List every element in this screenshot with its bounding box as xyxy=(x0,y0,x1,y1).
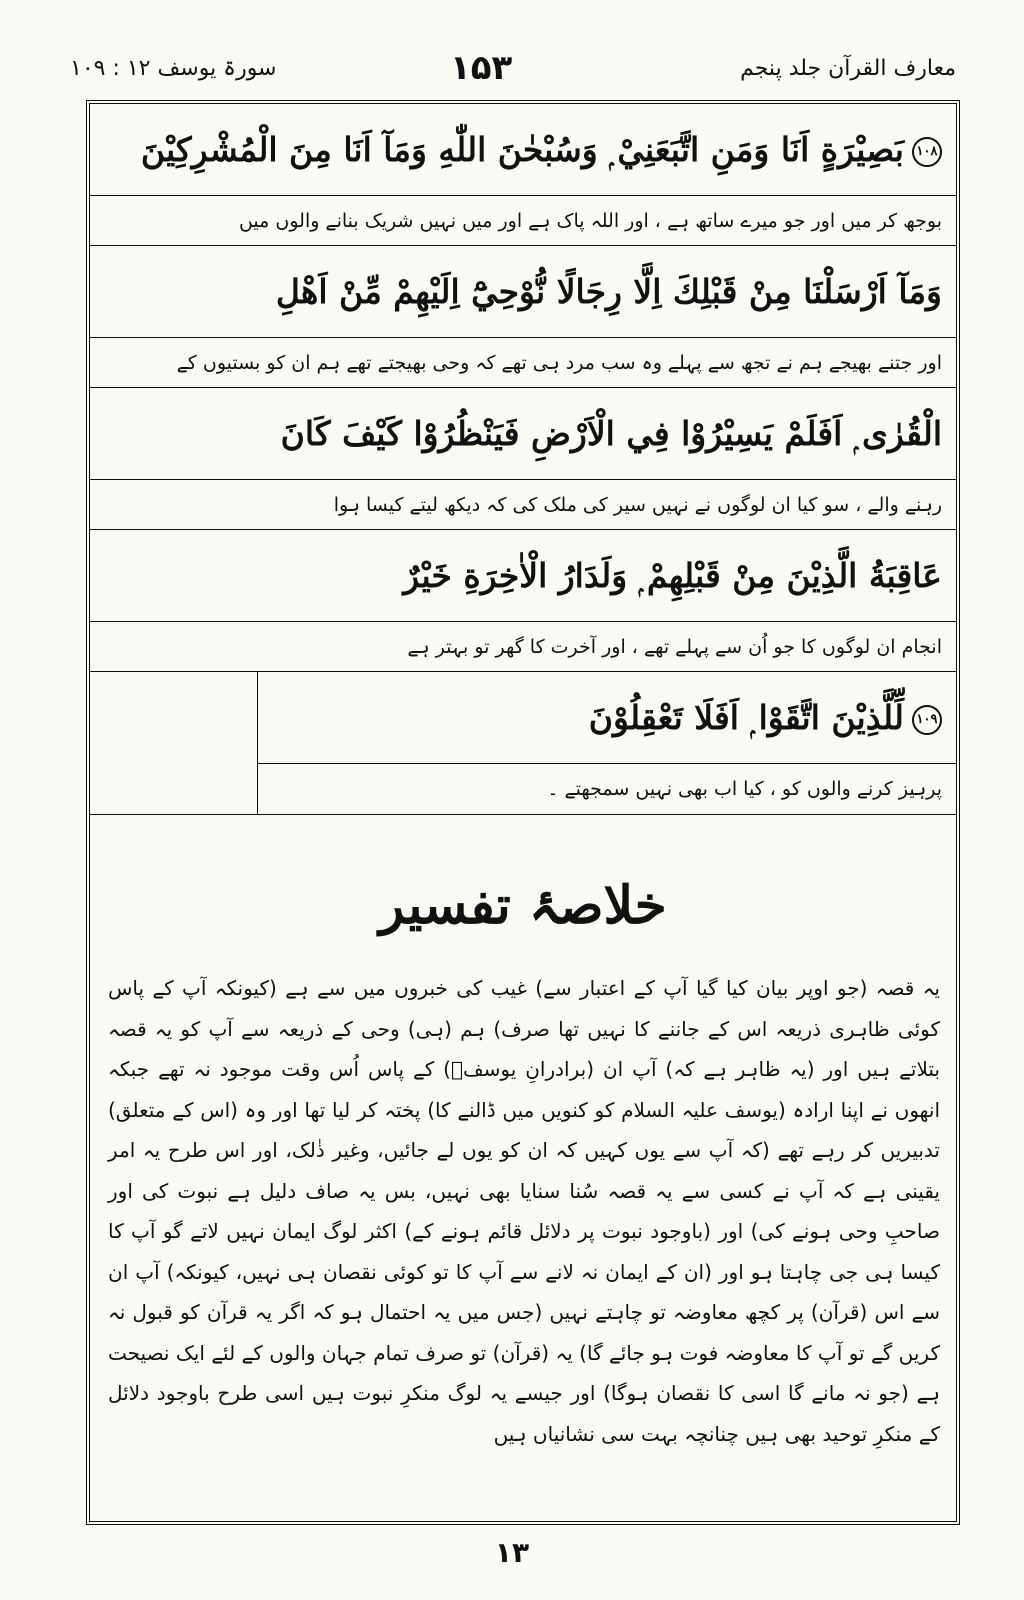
page-frame xyxy=(86,100,960,1525)
verse-translation-3: رہنے والے ، سو کیا ان لوگوں نے نہیں سیر کی ملک کی کہ دیکھ لیتے کیسا ہوا xyxy=(90,480,956,530)
section-title: خلاصۂ تفسیر xyxy=(379,875,667,936)
ayah-number-marker: ۱۰۸ xyxy=(912,137,942,167)
book-title: معارف القرآن جلد پنجم xyxy=(740,56,956,81)
verse-arabic-text: بَصِيْرَةٍ اَنَا وَمَنِ اتَّبَعَنِيْ ۭ وَسُبْحٰنَ اللّٰهِ وَمَآ اَنَا مِنَ الْمُشْرِكِيْنَ xyxy=(140,130,904,169)
verse-arabic-5 xyxy=(258,672,956,764)
verse-arabic-2: وَمَآ اَرْسَلْنَا مِنْ قَبْلِكَ اِلَّا رِجَالًا نُّوْحِيْٓ اِلَيْهِمْ مِّنْ اَهْلِ xyxy=(90,246,956,338)
verse-cell-5 xyxy=(258,672,956,814)
verse-translation-5: پرہیز کرنے والوں کو ، کیا اب بھی نہیں سمجھتے ۔ xyxy=(547,778,942,800)
empty-cell xyxy=(90,672,258,814)
surah-reference: سورۃ یوسف ۱۲ : ۱۰۹ xyxy=(70,56,277,81)
page-header xyxy=(70,48,956,98)
commentary-body xyxy=(90,968,956,1454)
page-number: ۱۵۳ xyxy=(450,48,513,88)
verse-translation-4: انجام ان لوگوں کا جو اُن سے پہلے تھے ، اور آخرت کا گھر تو بہتر ہے xyxy=(90,622,956,672)
verse-row-5 xyxy=(90,672,956,815)
verse-arabic-text: لِّلَّذِيْنَ اتَّقَوْا ۭ اَفَلَا تَعْقِلُوْنَ xyxy=(588,698,904,737)
commentary-paragraph: یہ قصہ (جو اوپر بیان کیا گیا آپ کے اعتبار سے) غیب کی خبروں میں سے ہے (کیونکہ آپ کے پاس کوئی ظاہری ذریعہ اس کے جاننے کا نہیں تھا صرف) ہم (ہی) وحی کے ذریعہ سے آپ کو یہ قصہ بتلاتے ہیں اور (یہ ظاہر ہے کہ) آپ ان (برادرانِ یوسفؑ) کے پاس اُس وقت موجود نہ تھے جبکہ انھوں نے اپنا ارادہ (یوسف علیہ السلام کو کنویں میں ڈالنے کا) پختہ کر لیا تھا اور وہ (اس کے متعلق) تدبیریں کر رہے تھے (کہ آپ سے یوں کہیں کہ ان کو یوں لے جائیں، وغیر ذٰلک، اور اس طرح یہ امر یقینی ہے کہ آپ نے کسی سے یہ قصہ سُنا سنایا بھی نہیں، بس یہ صاف دلیل ہے نبوت کی اور صاحبِ وحی ہونے کی) اور (باوجود نبوت پر دلائل قائم ہونے کے) اکثر لوگ ایمان نہیں لاتے گو آپ کا کیسا ہی جی چاہتا ہو اور (ان کے ایمان نہ لانے سے آپ کا تو کوئی نقصان ہی نہیں، کیونکہ) آپ ان سے اس (قرآن) پر کچھ معاوضہ تو چاہتے نہیں (جس میں یہ احتمال ہو کہ اگر یہ قرآن کو قبول نہ کریں گے تو آپ کا معاوضہ فوت ہو جائے گا) یہ (قرآن) تو صرف تمام جہان والوں کے لئے ایک نصیحت ہے (جو نہ مانے گا اسی کا نقصان ہوگا) اور جیسے یہ لوگ منکرِ نبوت ہیں اسی طرح باوجود دلائل کے منکرِ توحید بھی ہیں چنانچہ بہت سی نشانیاں ہیں xyxy=(108,976,940,1446)
verse-arabic-4: عَاقِبَةُ الَّذِيْنَ مِنْ قَبْلِهِمْ ۭ وَلَدَارُ الْاٰخِرَةِ خَيْرٌ xyxy=(90,530,956,622)
footer-mark: ۱۳ xyxy=(494,1536,530,1569)
ayah-number-marker: ۱۰۹ xyxy=(912,705,942,735)
verse-arabic-3: الْقُرٰى ۭ اَفَلَمْ يَسِيْرُوْا فِي الْاَرْضِ فَيَنْظُرُوْا كَيْفَ كَانَ xyxy=(90,388,956,480)
verse-translation-2: اور جتنے بھیجے ہم نے تجھ سے پہلے وہ سب مرد ہی تھے کہ وحی بھیجتے تھے ہم ان کو بستیوں کے xyxy=(90,338,956,388)
verse-translation-1: بوجھ کر میں اور جو میرے ساتھ ہے ، اور اللہ پاک ہے اور میں نہیں شریک بنانے والوں میں xyxy=(90,196,956,246)
verse-arabic-1 xyxy=(90,104,956,196)
